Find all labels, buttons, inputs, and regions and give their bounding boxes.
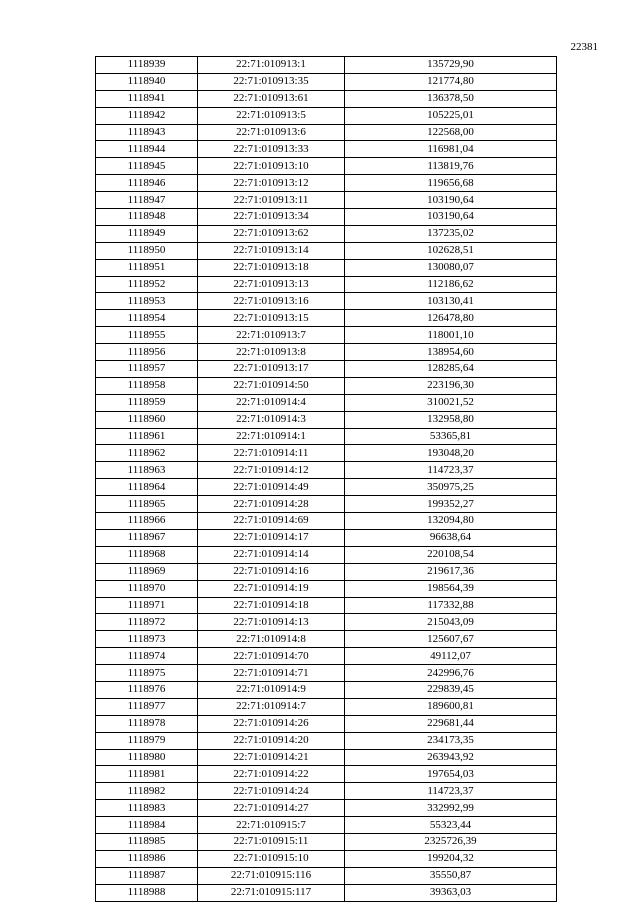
table-row <box>96 867 557 884</box>
value-cell: 132094,80 <box>345 513 557 530</box>
table-row <box>96 681 557 698</box>
cadastral-number-cell: 22:71:010913:18 <box>198 259 345 276</box>
cadastral-number-cell: 22:71:010914:69 <box>198 513 345 530</box>
row-number-cell: 1118942 <box>96 107 198 124</box>
row-number-cell: 1118960 <box>96 411 198 428</box>
cadastral-number-cell: 22:71:010913:61 <box>198 90 345 107</box>
row-number-cell: 1118946 <box>96 175 198 192</box>
value-cell: 199352,27 <box>345 496 557 513</box>
cadastral-number-cell: 22:71:010913:17 <box>198 361 345 378</box>
row-number-cell: 1118963 <box>96 462 198 479</box>
row-number-cell: 1118983 <box>96 800 198 817</box>
row-number-cell: 1118980 <box>96 749 198 766</box>
value-cell: 220108,54 <box>345 546 557 563</box>
value-cell: 128285,64 <box>345 361 557 378</box>
row-number-cell: 1118964 <box>96 479 198 496</box>
table-row <box>96 580 557 597</box>
table-row <box>96 192 557 209</box>
row-number-cell: 1118962 <box>96 445 198 462</box>
cadastral-number-cell: 22:71:010914:3 <box>198 411 345 428</box>
row-number-cell: 1118958 <box>96 377 198 394</box>
table-row <box>96 529 557 546</box>
value-cell: 121774,80 <box>345 73 557 90</box>
value-cell: 229839,45 <box>345 681 557 698</box>
value-cell: 125607,67 <box>345 631 557 648</box>
table-row <box>96 513 557 530</box>
cadastral-number-cell: 22:71:010913:16 <box>198 293 345 310</box>
row-number-cell: 1118976 <box>96 681 198 698</box>
row-number-cell: 1118952 <box>96 276 198 293</box>
value-cell: 114723,37 <box>345 783 557 800</box>
table-row <box>96 327 557 344</box>
cadastral-number-cell: 22:71:010914:19 <box>198 580 345 597</box>
cadastral-number-cell: 22:71:010914:12 <box>198 462 345 479</box>
row-number-cell: 1118945 <box>96 158 198 175</box>
value-cell: 105225,01 <box>345 107 557 124</box>
row-number-cell: 1118953 <box>96 293 198 310</box>
value-cell: 96638,64 <box>345 529 557 546</box>
table-row <box>96 344 557 361</box>
row-number-cell: 1118988 <box>96 884 198 901</box>
value-cell: 198564,39 <box>345 580 557 597</box>
table-row <box>96 445 557 462</box>
value-cell: 137235,02 <box>345 225 557 242</box>
value-cell: 112186,62 <box>345 276 557 293</box>
value-cell: 197654,03 <box>345 766 557 783</box>
table-row <box>96 648 557 665</box>
cadastral-number-cell: 22:71:010914:18 <box>198 597 345 614</box>
table-row <box>96 817 557 834</box>
row-number-cell: 1118985 <box>96 833 198 850</box>
value-cell: 136378,50 <box>345 90 557 107</box>
value-cell: 242996,76 <box>345 665 557 682</box>
row-number-cell: 1118949 <box>96 225 198 242</box>
table-row <box>96 276 557 293</box>
page-number: 22381 <box>570 41 598 53</box>
value-cell: 113819,76 <box>345 158 557 175</box>
row-number-cell: 1118982 <box>96 783 198 800</box>
row-number-cell: 1118969 <box>96 563 198 580</box>
cadastral-number-cell: 22:71:010914:16 <box>198 563 345 580</box>
cadastral-number-cell: 22:71:010914:11 <box>198 445 345 462</box>
table-row <box>96 242 557 259</box>
row-number-cell: 1118968 <box>96 546 198 563</box>
cadastral-number-cell: 22:71:010914:24 <box>198 783 345 800</box>
value-cell: 138954,60 <box>345 344 557 361</box>
registry-table-body <box>96 57 557 902</box>
table-row <box>96 90 557 107</box>
cadastral-number-cell: 22:71:010913:7 <box>198 327 345 344</box>
row-number-cell: 1118984 <box>96 817 198 834</box>
value-cell: 263943,92 <box>345 749 557 766</box>
cadastral-number-cell: 22:71:010913:14 <box>198 242 345 259</box>
table-row <box>96 698 557 715</box>
cadastral-number-cell: 22:71:010913:10 <box>198 158 345 175</box>
value-cell: 116981,04 <box>345 141 557 158</box>
row-number-cell: 1118957 <box>96 361 198 378</box>
table-row <box>96 73 557 90</box>
table-row <box>96 377 557 394</box>
row-number-cell: 1118956 <box>96 344 198 361</box>
cadastral-number-cell: 22:71:010914:26 <box>198 715 345 732</box>
table-row <box>96 766 557 783</box>
cadastral-number-cell: 22:71:010913:1 <box>198 57 345 74</box>
cadastral-number-cell: 22:71:010913:33 <box>198 141 345 158</box>
table-row <box>96 783 557 800</box>
row-number-cell: 1118944 <box>96 141 198 158</box>
table-row <box>96 496 557 513</box>
cadastral-number-cell: 22:71:010915:7 <box>198 817 345 834</box>
table-row <box>96 833 557 850</box>
value-cell: 332992,99 <box>345 800 557 817</box>
value-cell: 189600,81 <box>345 698 557 715</box>
cadastral-number-cell: 22:71:010913:11 <box>198 192 345 209</box>
value-cell: 35550,87 <box>345 867 557 884</box>
row-number-cell: 1118965 <box>96 496 198 513</box>
value-cell: 53365,81 <box>345 428 557 445</box>
cadastral-number-cell: 22:71:010915:11 <box>198 833 345 850</box>
table-row <box>96 428 557 445</box>
row-number-cell: 1118974 <box>96 648 198 665</box>
value-cell: 130080,07 <box>345 259 557 276</box>
row-number-cell: 1118981 <box>96 766 198 783</box>
cadastral-number-cell: 22:71:010914:17 <box>198 529 345 546</box>
table-row <box>96 563 557 580</box>
cadastral-number-cell: 22:71:010914:13 <box>198 614 345 631</box>
table-row <box>96 597 557 614</box>
table-row <box>96 614 557 631</box>
table-row <box>96 462 557 479</box>
value-cell: 102628,51 <box>345 242 557 259</box>
row-number-cell: 1118986 <box>96 850 198 867</box>
table-row <box>96 394 557 411</box>
table-row <box>96 310 557 327</box>
cadastral-number-cell: 22:71:010914:8 <box>198 631 345 648</box>
value-cell: 199204,32 <box>345 850 557 867</box>
cadastral-number-cell: 22:71:010915:117 <box>198 884 345 901</box>
value-cell: 49112,07 <box>345 648 557 665</box>
value-cell: 350975,25 <box>345 479 557 496</box>
cadastral-number-cell: 22:71:010914:49 <box>198 479 345 496</box>
value-cell: 103190,64 <box>345 192 557 209</box>
row-number-cell: 1118971 <box>96 597 198 614</box>
table-row <box>96 175 557 192</box>
cadastral-number-cell: 22:71:010915:10 <box>198 850 345 867</box>
value-cell: 103130,41 <box>345 293 557 310</box>
cadastral-number-cell: 22:71:010914:21 <box>198 749 345 766</box>
cadastral-number-cell: 22:71:010914:70 <box>198 648 345 665</box>
table-row <box>96 884 557 901</box>
cadastral-number-cell: 22:71:010914:27 <box>198 800 345 817</box>
row-number-cell: 1118954 <box>96 310 198 327</box>
table-row <box>96 732 557 749</box>
table-row <box>96 631 557 648</box>
row-number-cell: 1118959 <box>96 394 198 411</box>
table-row <box>96 293 557 310</box>
row-number-cell: 1118948 <box>96 209 198 226</box>
table-row <box>96 141 557 158</box>
value-cell: 103190,64 <box>345 209 557 226</box>
table-row <box>96 665 557 682</box>
value-cell: 119656,68 <box>345 175 557 192</box>
cadastral-number-cell: 22:71:010913:62 <box>198 225 345 242</box>
registry-table <box>95 56 557 902</box>
cadastral-number-cell: 22:71:010914:14 <box>198 546 345 563</box>
cadastral-number-cell: 22:71:010913:15 <box>198 310 345 327</box>
cadastral-number-cell: 22:71:010914:71 <box>198 665 345 682</box>
value-cell: 223196,30 <box>345 377 557 394</box>
row-number-cell: 1118977 <box>96 698 198 715</box>
table-row <box>96 546 557 563</box>
table-row <box>96 479 557 496</box>
value-cell: 135729,90 <box>345 57 557 74</box>
table-row <box>96 411 557 428</box>
cadastral-number-cell: 22:71:010914:9 <box>198 681 345 698</box>
row-number-cell: 1118955 <box>96 327 198 344</box>
row-number-cell: 1118939 <box>96 57 198 74</box>
cadastral-number-cell: 22:71:010914:50 <box>198 377 345 394</box>
value-cell: 118001,10 <box>345 327 557 344</box>
table-row <box>96 715 557 732</box>
table-row <box>96 850 557 867</box>
value-cell: 193048,20 <box>345 445 557 462</box>
value-cell: 310021,52 <box>345 394 557 411</box>
row-number-cell: 1118970 <box>96 580 198 597</box>
cadastral-number-cell: 22:71:010914:4 <box>198 394 345 411</box>
cadastral-number-cell: 22:71:010913:8 <box>198 344 345 361</box>
row-number-cell: 1118951 <box>96 259 198 276</box>
value-cell: 55323,44 <box>345 817 557 834</box>
value-cell: 2325726,39 <box>345 833 557 850</box>
value-cell: 126478,80 <box>345 310 557 327</box>
cadastral-number-cell: 22:71:010913:6 <box>198 124 345 141</box>
cadastral-number-cell: 22:71:010915:116 <box>198 867 345 884</box>
row-number-cell: 1118966 <box>96 513 198 530</box>
cadastral-number-cell: 22:71:010914:20 <box>198 732 345 749</box>
value-cell: 122568,00 <box>345 124 557 141</box>
row-number-cell: 1118940 <box>96 73 198 90</box>
table-row <box>96 107 557 124</box>
row-number-cell: 1118943 <box>96 124 198 141</box>
row-number-cell: 1118973 <box>96 631 198 648</box>
row-number-cell: 1118961 <box>96 428 198 445</box>
value-cell: 234173,35 <box>345 732 557 749</box>
table-row <box>96 209 557 226</box>
cadastral-number-cell: 22:71:010913:34 <box>198 209 345 226</box>
table-row <box>96 361 557 378</box>
cadastral-number-cell: 22:71:010913:35 <box>198 73 345 90</box>
row-number-cell: 1118950 <box>96 242 198 259</box>
table-row <box>96 124 557 141</box>
cadastral-number-cell: 22:71:010914:1 <box>198 428 345 445</box>
table-row <box>96 225 557 242</box>
value-cell: 114723,37 <box>345 462 557 479</box>
row-number-cell: 1118972 <box>96 614 198 631</box>
table-row <box>96 57 557 74</box>
table-row <box>96 749 557 766</box>
value-cell: 219617,36 <box>345 563 557 580</box>
value-cell: 229681,44 <box>345 715 557 732</box>
value-cell: 132958,80 <box>345 411 557 428</box>
cadastral-number-cell: 22:71:010913:13 <box>198 276 345 293</box>
row-number-cell: 1118978 <box>96 715 198 732</box>
row-number-cell: 1118987 <box>96 867 198 884</box>
row-number-cell: 1118941 <box>96 90 198 107</box>
cadastral-number-cell: 22:71:010914:22 <box>198 766 345 783</box>
cadastral-number-cell: 22:71:010913:12 <box>198 175 345 192</box>
table-row <box>96 158 557 175</box>
cadastral-number-cell: 22:71:010913:5 <box>198 107 345 124</box>
value-cell: 215043,09 <box>345 614 557 631</box>
table-row <box>96 259 557 276</box>
row-number-cell: 1118975 <box>96 665 198 682</box>
cadastral-number-cell: 22:71:010914:28 <box>198 496 345 513</box>
row-number-cell: 1118967 <box>96 529 198 546</box>
row-number-cell: 1118979 <box>96 732 198 749</box>
value-cell: 117332,88 <box>345 597 557 614</box>
cadastral-number-cell: 22:71:010914:7 <box>198 698 345 715</box>
row-number-cell: 1118947 <box>96 192 198 209</box>
value-cell: 39363,03 <box>345 884 557 901</box>
table-row <box>96 800 557 817</box>
